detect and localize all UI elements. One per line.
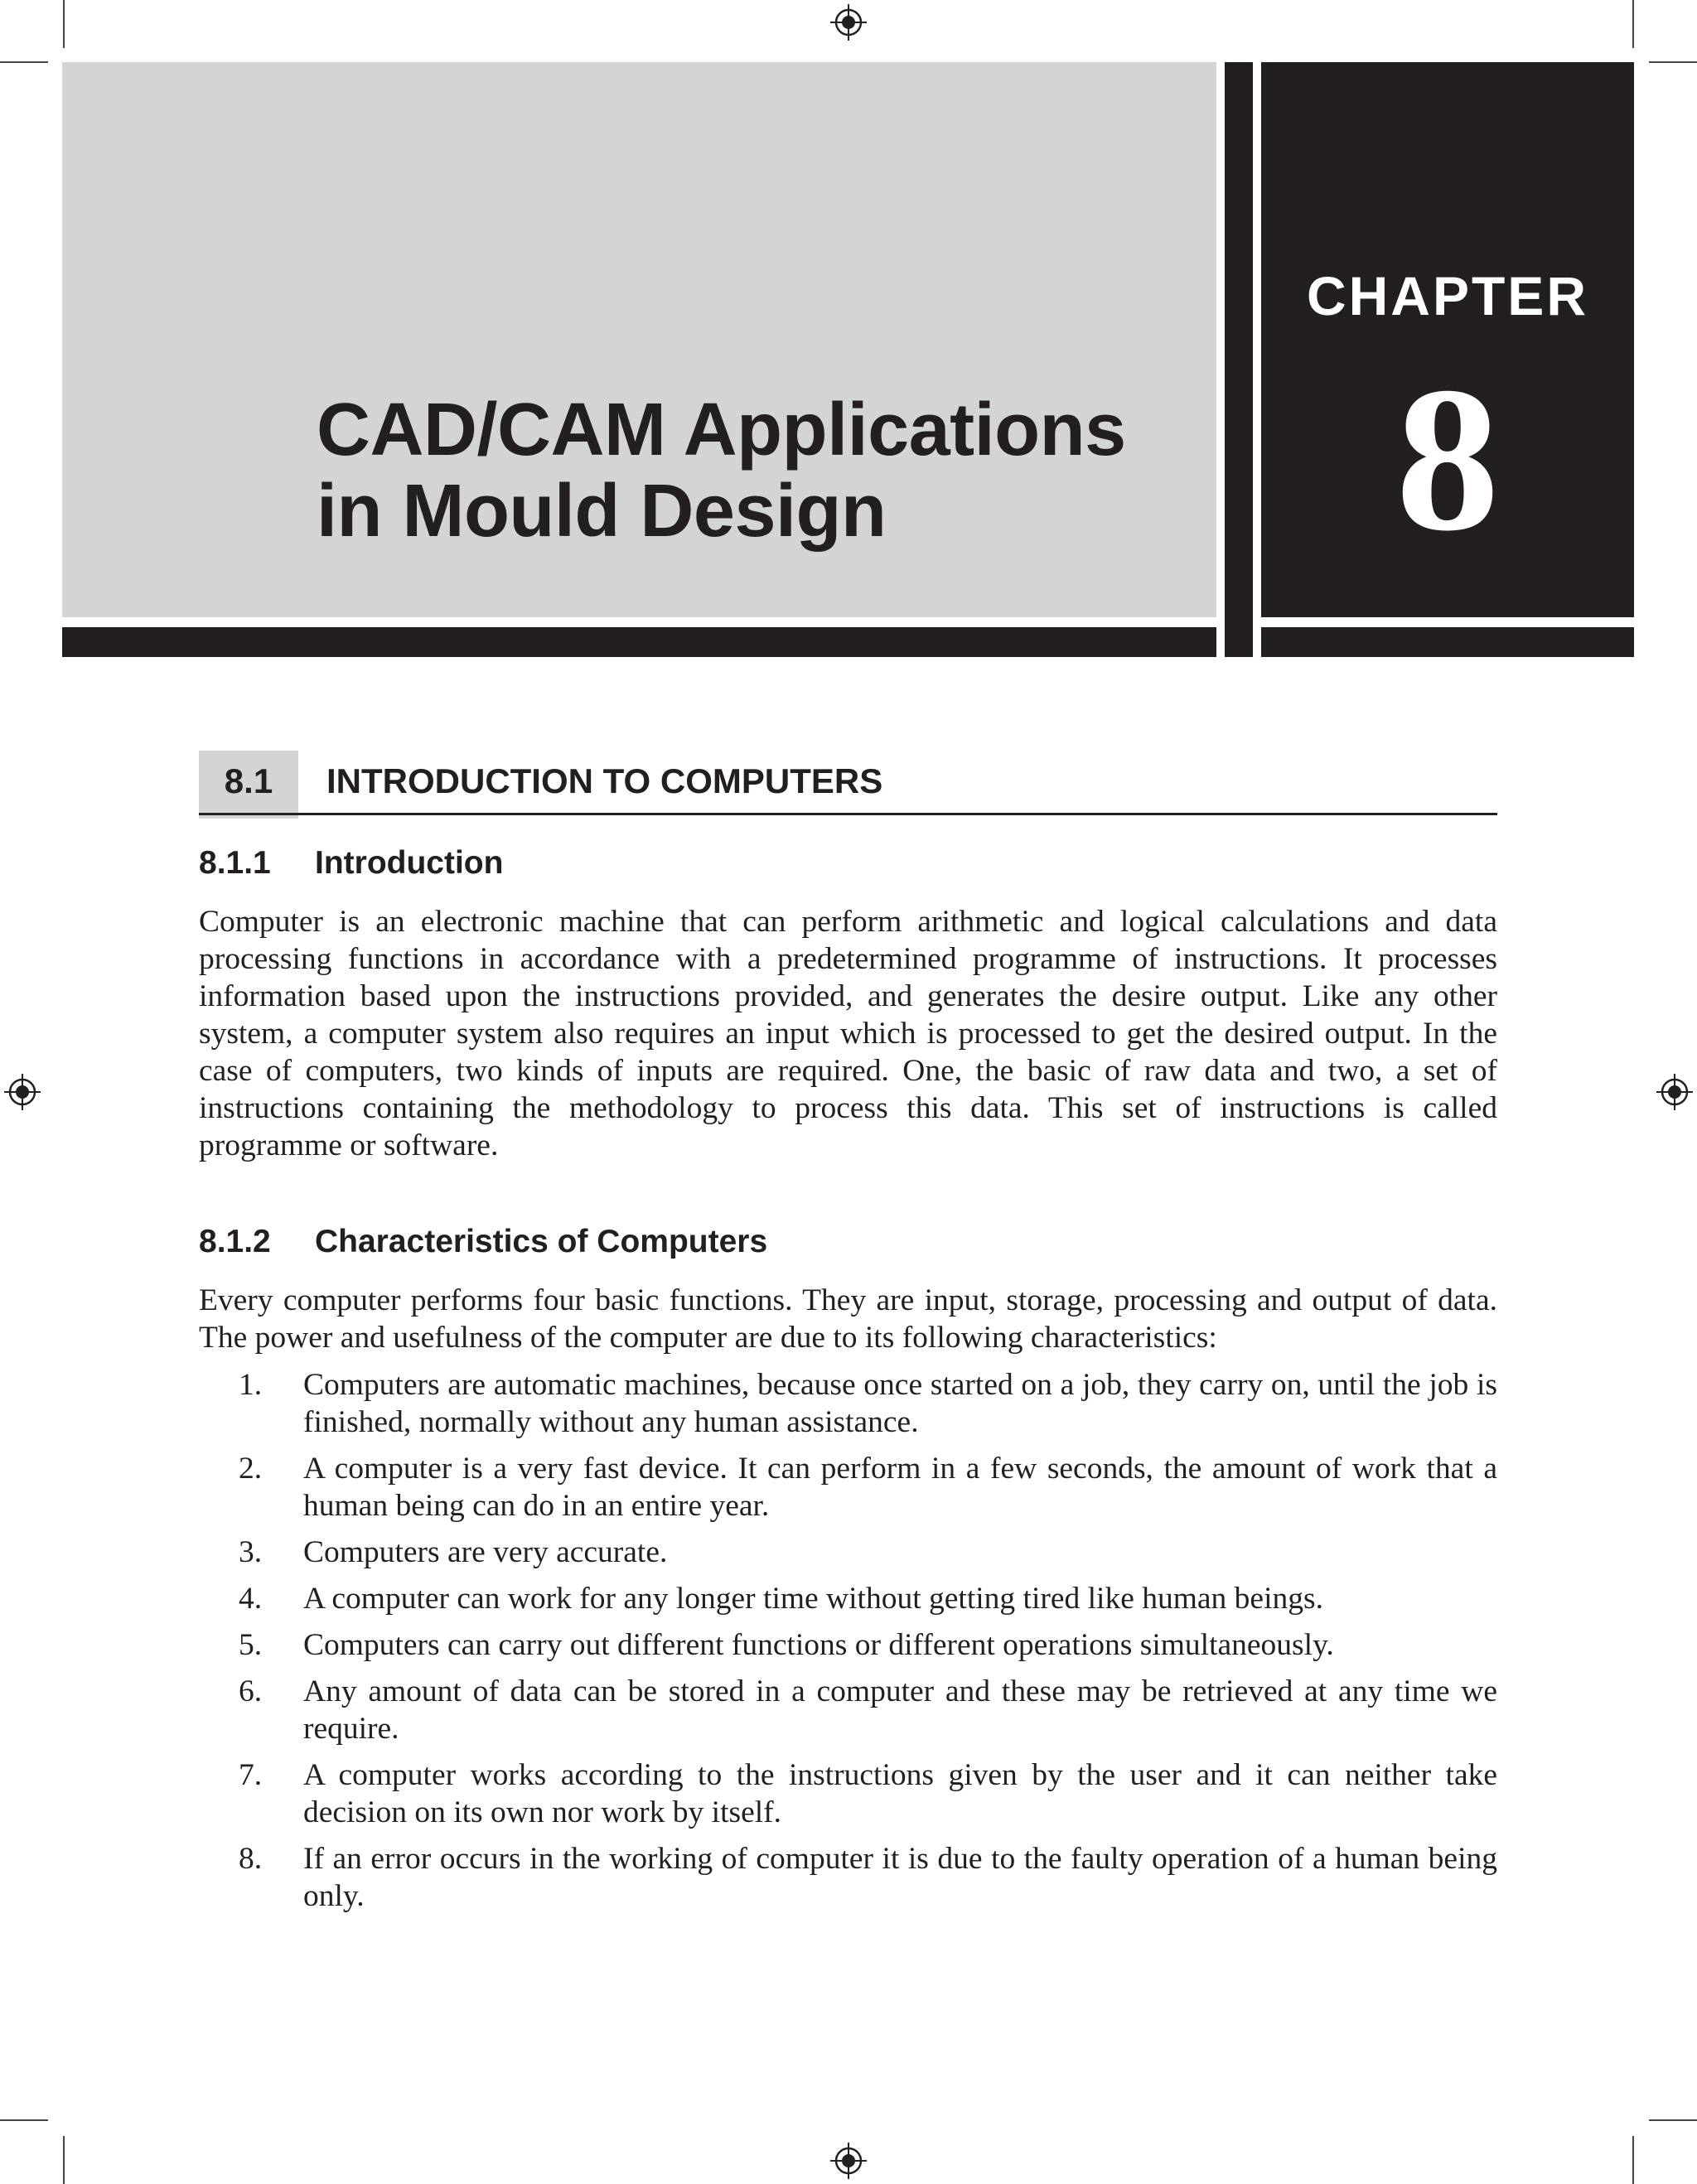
subsection-heading <box>199 1221 767 1263</box>
list-item <box>199 1450 1497 1524</box>
body-paragraph <box>199 1282 1497 1356</box>
subsection-number: 8.1.1 <box>199 845 271 881</box>
subsection-heading <box>199 843 503 884</box>
paragraph-text: Computer is an electronic machine that can perform arithmetic and logical calculations and data processing functions in accordance with a predetermined programme of instructions. It processes information based upon the instructions provided, and generates the desire output. Like any other system, a computer system also requires an input which is processed to get the desired output. In the case of computers, two kinds of inputs are required. One, the basic of raw data and two, a set of instructions containing the methodology to process this data. This set of instructions is called programme or software. <box>199 905 1497 1162</box>
chapter-banner-rule <box>62 627 1216 657</box>
list-item <box>199 1580 1497 1617</box>
section-number: 8.1 <box>224 761 273 800</box>
registration-mark-icon <box>830 4 867 41</box>
list-item <box>199 1626 1497 1664</box>
list-item-text: Any amount of data can be stored in a computer and these may be retrieved at any time we require. <box>303 1674 1497 1746</box>
crop-mark <box>1632 2136 1634 2184</box>
crop-mark <box>1649 61 1697 63</box>
list-item-number: 4. <box>239 1582 263 1616</box>
list-item-text: A computer can work for any longer time without getting tired like human beings. <box>303 1582 1323 1616</box>
subsection-title: Characteristics of Computers <box>315 1224 768 1259</box>
subsection-title: Introduction <box>315 845 504 881</box>
list-item-number: 1. <box>239 1368 263 1402</box>
paragraph-text: Every computer performs four basic functions. They are input, storage, processing and output of data. The power and usefulness of the computer are due to its following characteristics: <box>199 1283 1497 1355</box>
list-item-text: If an error occurs in the working of computer it is due to the faulty operation of a human being only. <box>303 1842 1497 1913</box>
registration-mark-icon <box>830 2143 867 2179</box>
crop-mark <box>0 61 48 63</box>
chapter-title-line: in Mould Design <box>317 470 887 553</box>
registration-mark-icon <box>1656 1074 1693 1110</box>
list-item-text: Computers can carry out different functions or different operations simultaneously. <box>303 1628 1334 1662</box>
subsection-number: 8.1.2 <box>199 1224 271 1259</box>
list-item-number: 2. <box>239 1452 263 1486</box>
list-item <box>199 1673 1497 1747</box>
registration-mark-icon <box>4 1074 41 1110</box>
list-item-text: Computers are automatic machines, because once started on a job, they carry on, until the job is finished, normally without any human assistance. <box>303 1368 1497 1439</box>
crop-mark <box>63 0 65 48</box>
characteristics-list <box>199 1366 1497 1924</box>
chapter-title-line: CAD/CAM Applications <box>317 389 1126 471</box>
list-item <box>199 1840 1497 1915</box>
chapter-title <box>317 389 1211 552</box>
chapter-label: CHAPTER <box>1306 265 1588 326</box>
crop-mark <box>1632 0 1634 48</box>
list-item-text: A computer works according to the instructions given by the user and it can neither take decision on its own nor work by itself. <box>303 1758 1497 1829</box>
list-item-number: 8. <box>239 1842 263 1876</box>
crop-mark <box>63 2136 65 2184</box>
chapter-number: 8 <box>1395 345 1500 574</box>
crop-mark <box>0 2119 48 2121</box>
list-item-number: 6. <box>239 1674 263 1708</box>
list-item <box>199 1534 1497 1571</box>
list-item-text: A computer is a very fast device. It can perform in a few seconds, the amount of work that a human being can do in an entire year. <box>303 1452 1497 1523</box>
chapter-banner-rule <box>1261 627 1634 657</box>
chapter-banner-separator <box>1225 62 1253 657</box>
list-item-number: 7. <box>239 1758 263 1792</box>
body-paragraph <box>199 903 1497 1164</box>
section-title: INTRODUCTION TO COMPUTERS <box>326 761 883 800</box>
section-rule <box>199 813 1497 815</box>
list-item <box>199 1366 1497 1441</box>
list-item-text: Computers are very accurate. <box>303 1535 668 1569</box>
list-item <box>199 1756 1497 1831</box>
list-item-number: 3. <box>239 1535 263 1569</box>
list-item-number: 5. <box>239 1628 263 1662</box>
crop-mark <box>1649 2119 1697 2121</box>
